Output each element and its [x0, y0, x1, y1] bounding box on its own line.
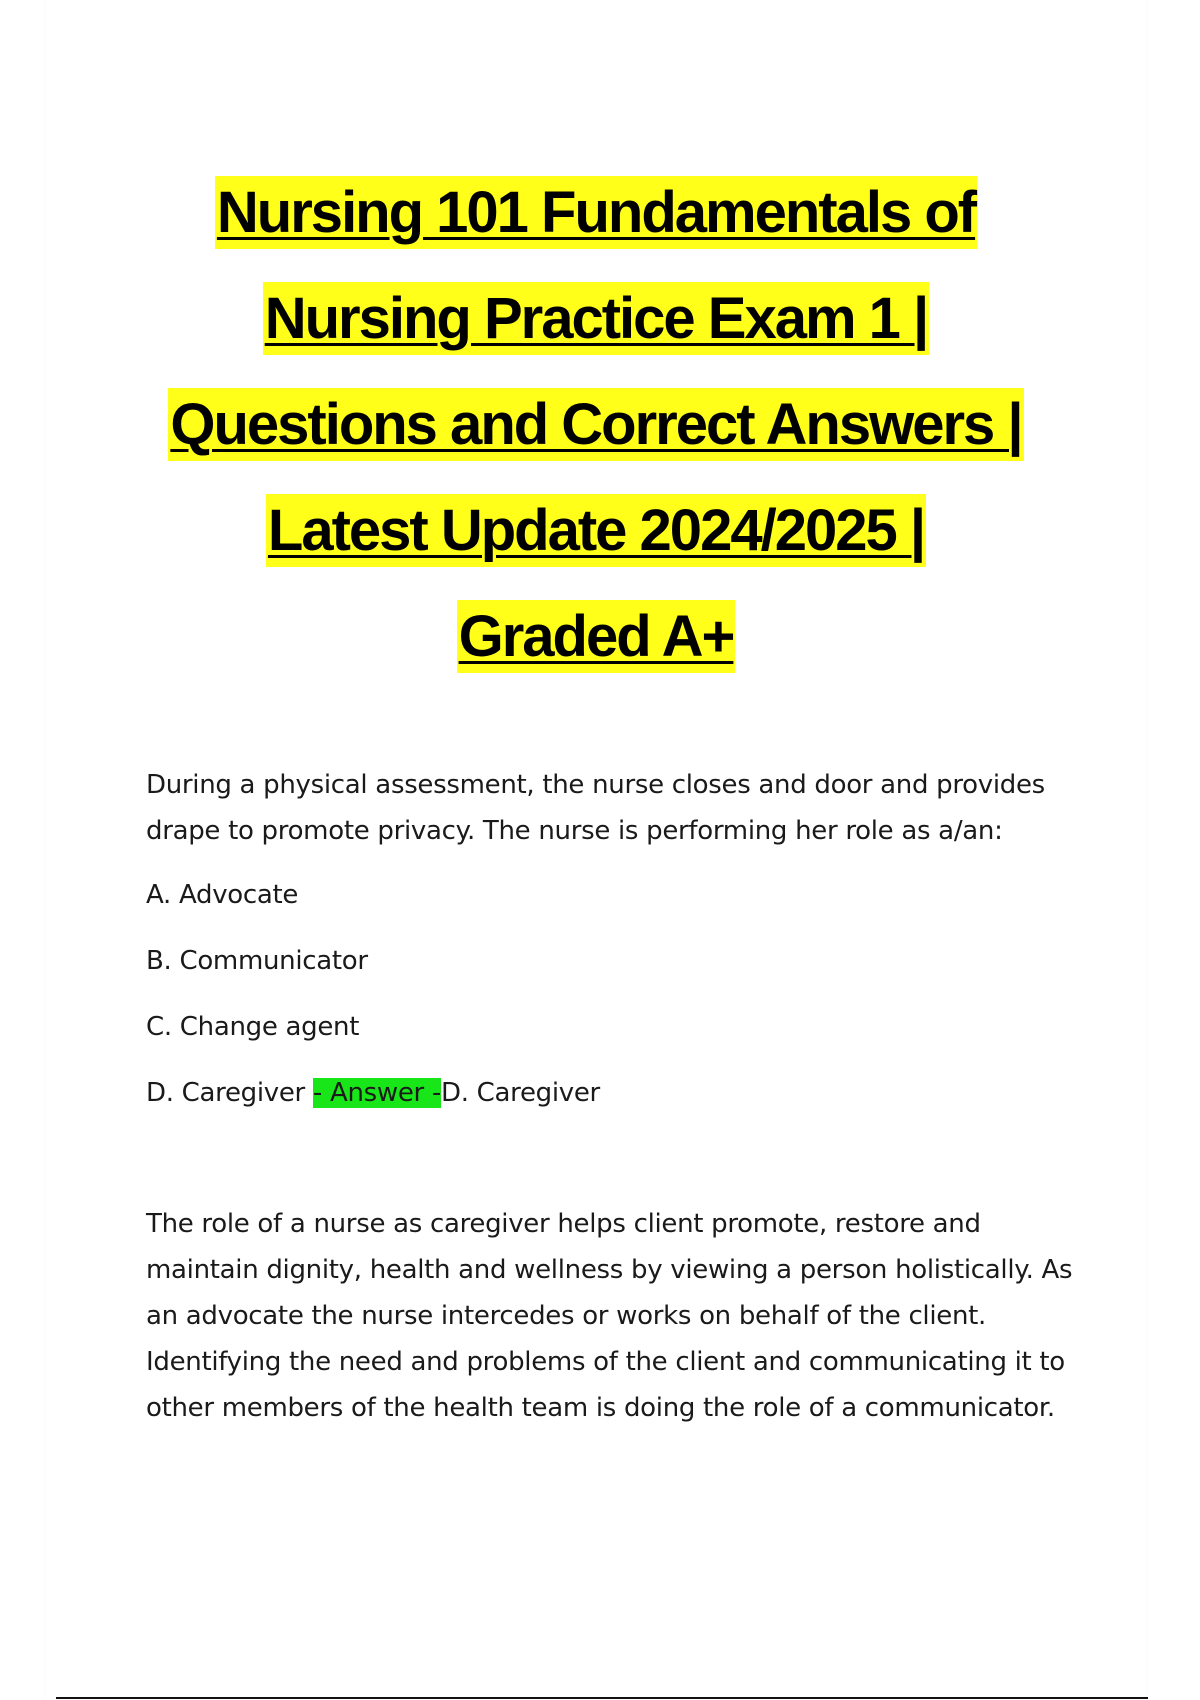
question-stem — [146, 762, 1046, 854]
option-d — [146, 1060, 1046, 1126]
answer-options — [146, 862, 1046, 1126]
document-title — [46, 160, 1146, 690]
rationale-line-2: maintain dignity, health and wellness by viewing a person holistically. As — [146, 1255, 1073, 1285]
rationale-line-3: an advocate the nurse intercedes or works on behalf of the client. — [146, 1301, 987, 1331]
title-line-3-text: Questions and Correct Answers | — [168, 388, 1023, 461]
title-line-4-text: Latest Update 2024/2025 | — [266, 494, 926, 567]
page-bottom-rule — [56, 1697, 1148, 1699]
correct-answer: D. Caregiver — [440, 1078, 600, 1108]
title-line-1-text: Nursing 101 Fundamentals of — [215, 176, 977, 249]
title-line-3 — [46, 372, 1146, 478]
title-line-5-text: Graded A+ — [457, 600, 736, 673]
question-stem-line-1: During a physical assessment, the nurse closes and door and provides — [146, 770, 1045, 800]
title-line-2 — [46, 266, 1146, 372]
title-line-5 — [46, 584, 1146, 690]
title-line-1 — [46, 160, 1146, 266]
answer-rationale — [146, 1201, 1126, 1431]
option-c: C. Change agent — [146, 1012, 360, 1042]
question-stem-line-2: drape to promote privacy. The nurse is performing her role as a/an: — [146, 816, 1003, 846]
document-page — [46, 0, 1146, 1700]
option-b: B. Communicator — [146, 946, 368, 976]
option-d-label: D. Caregiver — [146, 1078, 305, 1108]
rationale-line-5: other members of the health team is doing the role of a communicator. — [146, 1393, 1055, 1423]
option-a: A. Advocate — [146, 880, 299, 910]
rationale-line-4: Identifying the need and problems of the client and communicating it to — [146, 1347, 1065, 1377]
title-line-2-text: Nursing Practice Exam 1 | — [263, 282, 930, 355]
rationale-line-1: The role of a nurse as caregiver helps client promote, restore and — [146, 1209, 981, 1239]
answer-marker: - Answer - — [312, 1078, 441, 1108]
title-line-4 — [46, 478, 1146, 584]
